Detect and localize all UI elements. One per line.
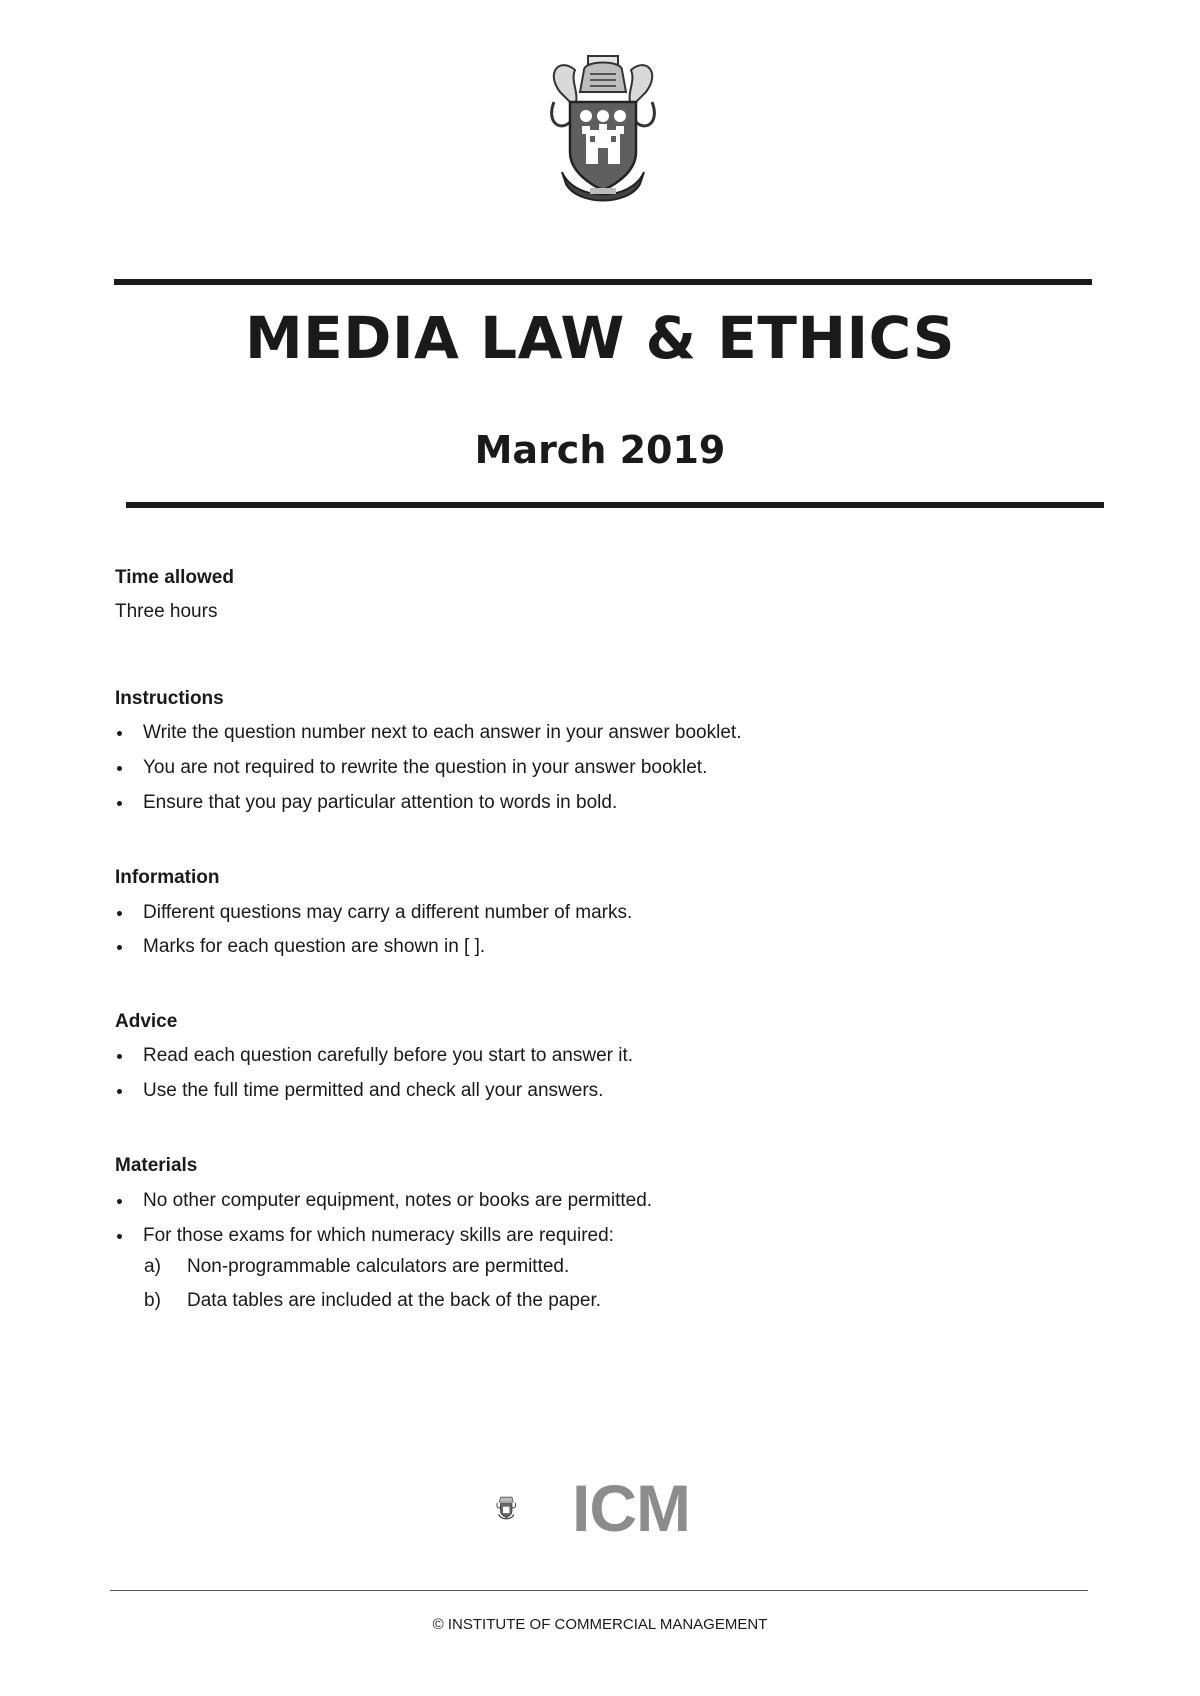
exam-date: March 2019 <box>474 428 726 472</box>
footer-divider <box>110 1590 1088 1591</box>
time-allowed-value: Three hours <box>115 601 218 622</box>
icm-logo-text: ICM <box>572 1471 690 1545</box>
instructions-heading: Instructions <box>115 688 224 709</box>
document-title: MEDIA LAW & ETHICS <box>244 304 956 372</box>
advice-heading: Advice <box>115 1011 178 1032</box>
information-heading: Information <box>115 867 220 888</box>
time-allowed-heading: Time allowed <box>115 567 234 588</box>
icm-logo-crest-icon <box>496 1468 560 1548</box>
crest-icon <box>540 52 666 212</box>
top-divider <box>114 279 1092 285</box>
header-divider <box>126 502 1104 508</box>
footer-copyright: © INSTITUTE OF COMMERCIAL MANAGEMENT <box>432 1616 768 1633</box>
materials-heading: Materials <box>115 1155 198 1176</box>
